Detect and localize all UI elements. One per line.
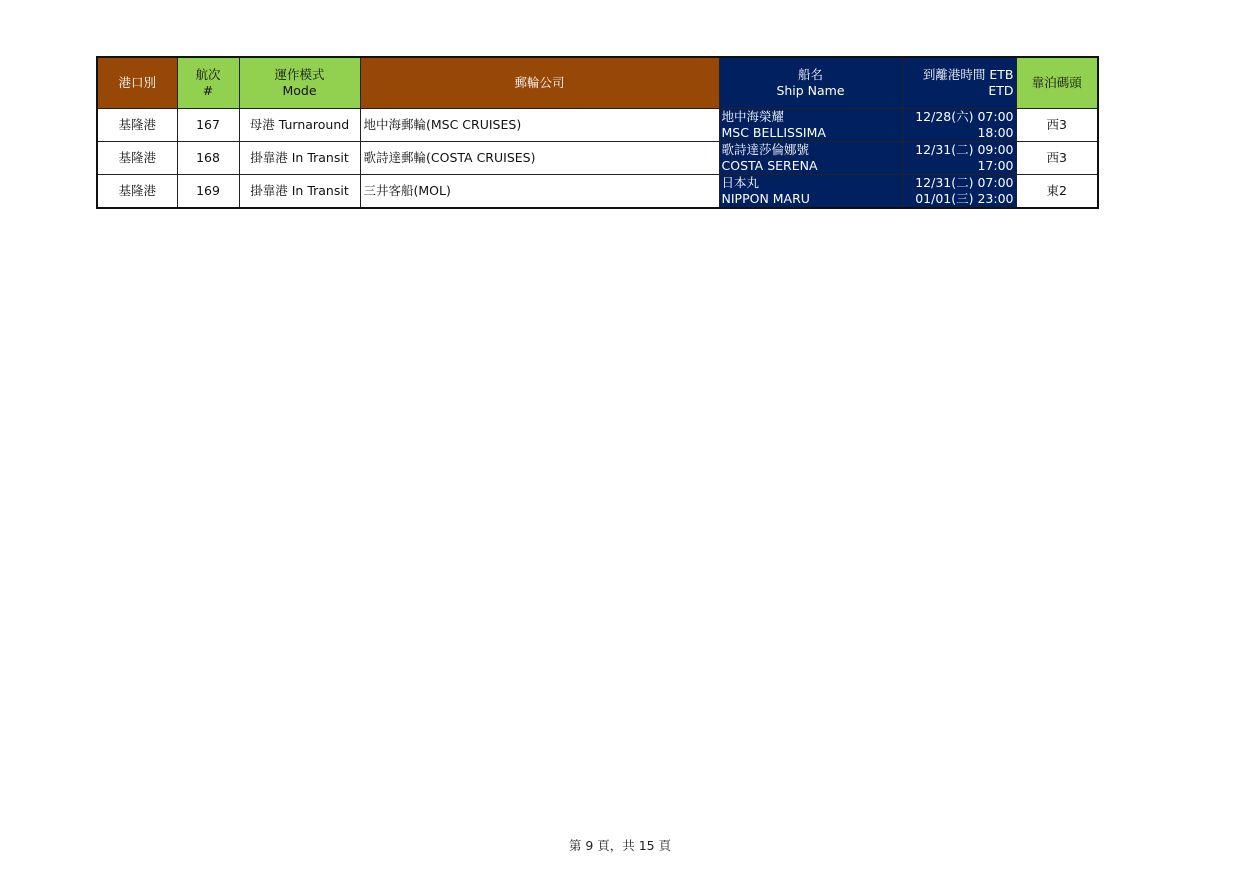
cell-company: 歌詩達郵輪(COSTA CRUISES) [360,142,719,175]
ship-name-en: NIPPON MARU [721,191,810,206]
cell-port: 基隆港 [97,142,177,175]
header-company: 郵輪公司 [360,57,719,109]
header-voyage-zh: 航次 [195,67,221,82]
cell-mode: 掛靠港 In Transit [239,175,360,209]
cell-company: 地中海郵輪(MSC CRUISES) [360,109,719,142]
cell-ship-name [719,109,902,142]
ship-name-en: COSTA SERENA [721,158,818,173]
cell-berth: 東2 [1016,175,1098,209]
ship-name-zh: 地中海榮耀 [721,109,785,124]
cell-company: 三井客船(MOL) [360,175,719,209]
header-row [97,57,1098,109]
table-row [97,109,1098,142]
header-ship-zh: 船名 [797,67,823,82]
ship-name-zh: 歌詩達莎倫娜號 [721,142,810,157]
time-etd: 18:00 [977,125,1014,140]
time-etb: 12/28(六) 07:00 [915,109,1014,124]
page-footer: 第 9 頁，共 15 頁 [568,838,672,853]
cell-voyage: 167 [177,109,239,142]
time-etd: 17:00 [977,158,1014,173]
ship-name-en: MSC BELLISSIMA [721,125,826,140]
cell-mode: 母港 Turnaround [239,109,360,142]
cell-berth: 西3 [1016,142,1098,175]
cell-ship-name [719,142,902,175]
header-port: 港口別 [97,57,177,109]
header-voyage-en: # [202,83,214,98]
header-berth: 靠泊碼頭 [1016,57,1098,109]
cell-mode: 掛靠港 In Transit [239,142,360,175]
header-ship-name [719,57,902,109]
cell-time [902,142,1016,175]
header-time-etd: ETD [988,83,1014,98]
header-time [902,57,1016,109]
cell-voyage: 169 [177,175,239,209]
cell-time [902,175,1016,209]
cell-berth: 西3 [1016,109,1098,142]
cell-port: 基隆港 [97,175,177,209]
ship-name-zh: 日本丸 [721,175,760,190]
cell-ship-name [719,175,902,209]
header-mode-zh: 運作模式 [274,67,325,82]
cell-port: 基隆港 [97,109,177,142]
table-row [97,142,1098,175]
cell-time [902,109,1016,142]
header-mode [239,57,360,109]
header-mode-en: Mode [282,83,317,98]
cruise-schedule-table [96,56,1099,209]
time-etb: 12/31(二) 09:00 [915,142,1014,157]
header-ship-en: Ship Name [776,83,845,98]
header-time-etb: 到離港時間 ETB [922,67,1014,82]
time-etd: 01/01(三) 23:00 [915,191,1014,206]
cell-voyage: 168 [177,142,239,175]
time-etb: 12/31(二) 07:00 [915,175,1014,190]
table-row [97,175,1098,209]
header-voyage [177,57,239,109]
